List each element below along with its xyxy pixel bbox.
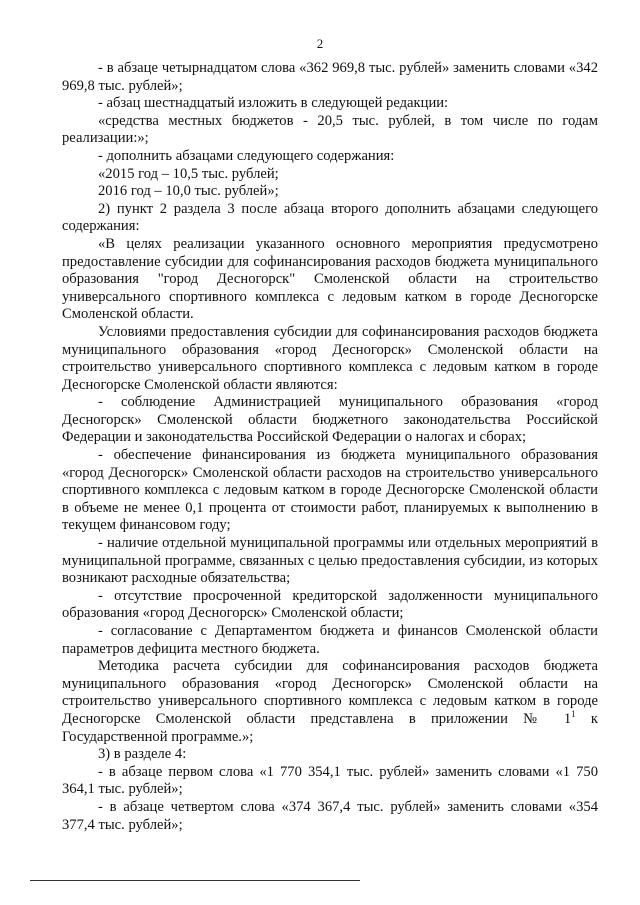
paragraph-17: - в абзаце четвертом слова «374 367,4 тыс. рублей» заменить словами «354 377,4 тыс. рублей»; <box>62 798 598 833</box>
page-number: 2 <box>316 36 324 51</box>
paragraph-13: - отсутствие просроченной кредиторской задолженности муниципального образования «город Десногорск» Смоленской области; <box>62 587 598 622</box>
paragraph-15: 3) в разделе 4: <box>98 746 187 763</box>
footer-rule <box>30 880 360 881</box>
annex-superscript: 1 <box>571 709 576 720</box>
paragraph-2: - абзац шестнадцатый изложить в следующей редакции: <box>98 95 449 112</box>
paragraph-1: - в абзаце четырнадцатом слова «362 969,8 тыс. рублей» заменить словами «342 969,8 тыс. рублей»; <box>62 60 598 94</box>
methodology-ending: к Государственной программе.»; <box>62 710 598 745</box>
methodology-paragraph <box>62 658 598 746</box>
paragraph-12: - наличие отдельной муниципальной программы или отдельных мероприятий в муниципальной программе, связанных с целью предоставления субсидии, из которых возникают расходные обязательства; <box>62 535 598 587</box>
paragraph-10: - соблюдение Администрацией муниципального образования «город Десногорск» Смоленской области бюджетного законодательства Российской Федерации и законодательства Российской Федерации о налогах и сборах; <box>62 394 598 446</box>
document-body <box>62 60 598 834</box>
paragraph-8: «В целях реализации указанного основного мероприятия предусмотрено предоставление субсидии для софинансирования расходов бюджета муниципального образования "город Десногорск" Смоленской области на строительство универсального спортивного комплекса с ледовым катком в городе Десногорске Смоленской области. <box>62 235 598 323</box>
paragraph-6: 2016 год – 10,0 тыс. рублей»; <box>98 183 279 200</box>
paragraph-5: «2015 год – 10,5 тыс. рублей; <box>98 165 279 182</box>
paragraph-3: «средства местных бюджетов - 20,5 тыс. рублей, в том числе по годам реализации:»; <box>62 112 598 147</box>
paragraph-14: - согласование с Департаментом бюджета и финансов Смоленской области параметров дефицита местного бюджета. <box>62 623 598 657</box>
paragraph-11: - обеспечение финансирования из бюджета муниципального образования «город Десногорск» Смоленской области расходов на строительство универсального спортивного комплекса с ледовым катком в городе Десногорске Смоленской области в объеме не менее 0,1 процента от стоимости работ, планируемых к выполнению в текущем финансовом году; <box>62 447 598 534</box>
paragraph-7: 2) пункт 2 раздела 3 после абзаца второго дополнить абзацами следующего содержания: <box>62 200 598 235</box>
methodology-text: Методика расчета субсидии для софинансирования расходов бюджета муниципального образования «город Десногорск» Смоленской области на строительство универсального спортивного комплекса с ледовым катком в городе Десногорске Смоленской области представлена в приложении № 1 <box>62 658 598 727</box>
paragraph-16: - в абзаце первом слова «1 770 354,1 тыс. рублей» заменить словами «1 750 364,1 тыс. рублей»; <box>62 763 598 798</box>
paragraph-9: Условиями предоставления субсидии для софинансирования расходов бюджета муниципального образования «город Десногорск» Смоленской области на строительство универсального спортивного комплекса с ледовым катком в городе Десногорске Смоленской области являются: <box>62 323 598 393</box>
paragraph-4: - дополнить абзацами следующего содержания: <box>98 147 395 164</box>
